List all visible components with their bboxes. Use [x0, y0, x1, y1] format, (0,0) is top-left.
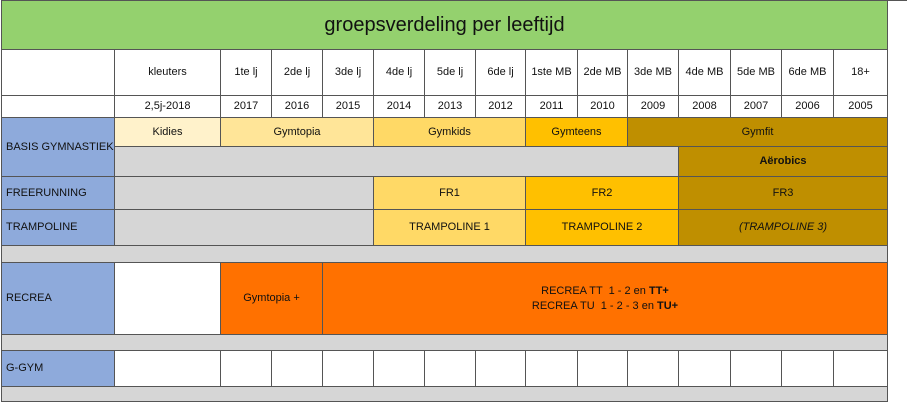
row-label-trampoline: TRAMPOLINE	[2, 210, 115, 246]
empty-cell	[221, 351, 272, 387]
empty-cell	[679, 351, 731, 387]
header-corner	[2, 50, 115, 96]
group-gymtopia: Gymtopia	[221, 118, 374, 147]
row-label-recrea: RECREA	[2, 263, 115, 335]
group-header: 5de MB	[731, 50, 782, 96]
unavailable-cell	[115, 177, 374, 210]
group-distribution-table	[1, 0, 907, 402]
empty-cell	[526, 351, 578, 387]
year-header: 2009	[628, 96, 679, 118]
year-header: 2012	[476, 96, 526, 118]
row-label-basis-gymnastiek: BASIS GYMNASTIEK	[2, 118, 115, 177]
group-fr3: FR3	[679, 177, 888, 210]
group-aerobics: Aërobics	[679, 147, 888, 177]
empty-cell	[323, 351, 374, 387]
year-header: 2011	[526, 96, 578, 118]
empty-cell	[425, 351, 476, 387]
unavailable-cell	[115, 147, 679, 177]
table-title: groepsverdeling per leeftijd	[2, 1, 888, 50]
row-label-g-gym: G-GYM	[2, 351, 115, 387]
year-header: 2008	[679, 96, 731, 118]
group-fr1: FR1	[374, 177, 526, 210]
empty-cell	[731, 351, 782, 387]
recrea-tu-line: RECREA TU 1 - 2 - 3 en TU+	[531, 299, 679, 312]
year-header: 2017	[221, 96, 272, 118]
empty-cell	[782, 351, 834, 387]
empty-cell	[115, 263, 221, 335]
group-gymkids: Gymkids	[374, 118, 526, 147]
year-header: 2013	[425, 96, 476, 118]
group-header: 6de lj	[476, 50, 526, 96]
group-gymtopia-plus: Gymtopia +	[221, 263, 323, 335]
unavailable-cell	[115, 210, 374, 246]
empty-cell	[476, 351, 526, 387]
group-header: 4de MB	[679, 50, 731, 96]
group-header: 4de lj	[374, 50, 425, 96]
year-header: 2015	[323, 96, 374, 118]
group-header: 6de MB	[782, 50, 834, 96]
empty-cell	[272, 351, 323, 387]
empty-cell	[628, 351, 679, 387]
row-label-freerunning: FREERUNNING	[2, 177, 115, 210]
empty-cell	[578, 351, 628, 387]
year-header: 2,5j-2018	[115, 96, 221, 118]
separator-row	[2, 335, 888, 351]
group-header: 5de lj	[425, 50, 476, 96]
group-kidies: Kidies	[115, 118, 221, 147]
group-header: kleuters	[115, 50, 221, 96]
group-trampoline-1: TRAMPOLINE 1	[374, 210, 526, 246]
group-header: 3de lj	[323, 50, 374, 96]
year-header: 2006	[782, 96, 834, 118]
empty-cell	[834, 351, 888, 387]
year-header: 2005	[834, 96, 888, 118]
group-fr2: FR2	[526, 177, 679, 210]
group-header: 2de lj	[272, 50, 323, 96]
year-header: 2010	[578, 96, 628, 118]
group-header: 3de MB	[628, 50, 679, 96]
separator-row	[2, 246, 888, 263]
group-trampoline-2: TRAMPOLINE 2	[526, 210, 679, 246]
group-recrea	[323, 263, 888, 335]
group-header: 18+	[834, 50, 888, 96]
recrea-tt-line: RECREA TT 1 - 2 en TT+	[541, 285, 669, 298]
year-header: 2014	[374, 96, 425, 118]
group-header: 1ste MB	[526, 50, 578, 96]
group-header: 1te lj	[221, 50, 272, 96]
year-corner	[2, 96, 115, 118]
group-gymteens: Gymteens	[526, 118, 628, 147]
group-gymfit: Gymfit	[628, 118, 888, 147]
empty-cell	[115, 351, 221, 387]
group-trampoline-3: (TRAMPOLINE 3)	[679, 210, 888, 246]
group-header: 2de MB	[578, 50, 628, 96]
empty-cell	[374, 351, 425, 387]
year-header: 2016	[272, 96, 323, 118]
separator-row	[2, 387, 888, 402]
year-header: 2007	[731, 96, 782, 118]
